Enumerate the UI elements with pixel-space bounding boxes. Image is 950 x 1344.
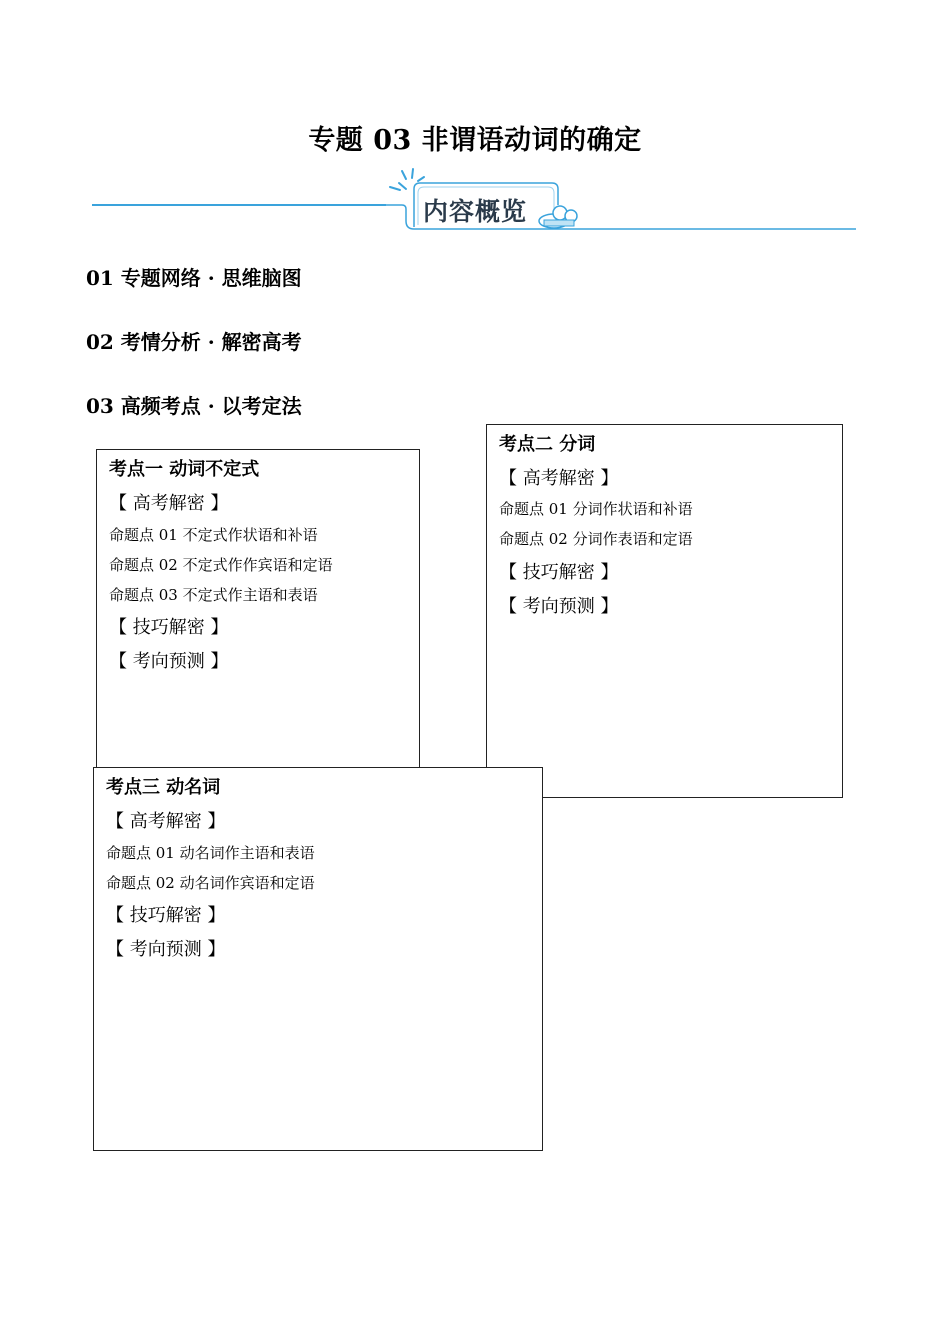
skill-secret-label: 【 技巧解密 】 — [499, 562, 619, 583]
skill-secret-label: 【 技巧解密 】 — [106, 905, 226, 926]
exam-secret-label: 【 高考解密 】 — [106, 811, 226, 832]
section-mind-map: 01 专题网络 · 思维脑图 — [86, 266, 302, 290]
forecast-label: 【 考向预测 】 — [499, 596, 619, 617]
topic-box-infinitive — [96, 449, 420, 789]
point-item: 命题点 03 不定式作主语和表语 — [109, 586, 318, 604]
chef-hat-icon — [539, 206, 577, 228]
topic-heading: 考点一 动词不定式 — [109, 459, 260, 480]
exam-secret-label: 【 高考解密 】 — [499, 468, 619, 489]
section-exam-analysis: 02 考情分析 · 解密高考 — [86, 330, 302, 354]
point-item: 命题点 02 动名词作宾语和定语 — [106, 874, 315, 892]
content-overview-banner — [90, 165, 860, 237]
point-item: 命题点 01 动名词作主语和表语 — [106, 844, 315, 862]
forecast-label: 【 考向预测 】 — [109, 651, 229, 672]
topic-heading: 考点三 动名词 — [106, 777, 221, 798]
document-title: 专题 03 非谓语动词的确定 — [308, 125, 642, 156]
exam-secret-label: 【 高考解密 】 — [109, 493, 229, 514]
point-item: 命题点 01 不定式作状语和补语 — [109, 526, 318, 544]
forecast-label: 【 考向预测 】 — [106, 939, 226, 960]
topic-box-participle — [486, 424, 843, 798]
topic-box-gerund — [93, 767, 543, 1151]
section-high-frequency: 03 高频考点 · 以考定法 — [86, 394, 302, 418]
point-item: 命题点 01 分词作状语和补语 — [499, 500, 693, 518]
point-item: 命题点 02 分词作表语和定语 — [499, 530, 693, 548]
topic-heading: 考点二 分词 — [499, 434, 596, 455]
banner-label: 内容概览 — [423, 197, 528, 226]
skill-secret-label: 【 技巧解密 】 — [109, 617, 229, 638]
point-item: 命题点 02 不定式作作宾语和定语 — [109, 556, 333, 574]
